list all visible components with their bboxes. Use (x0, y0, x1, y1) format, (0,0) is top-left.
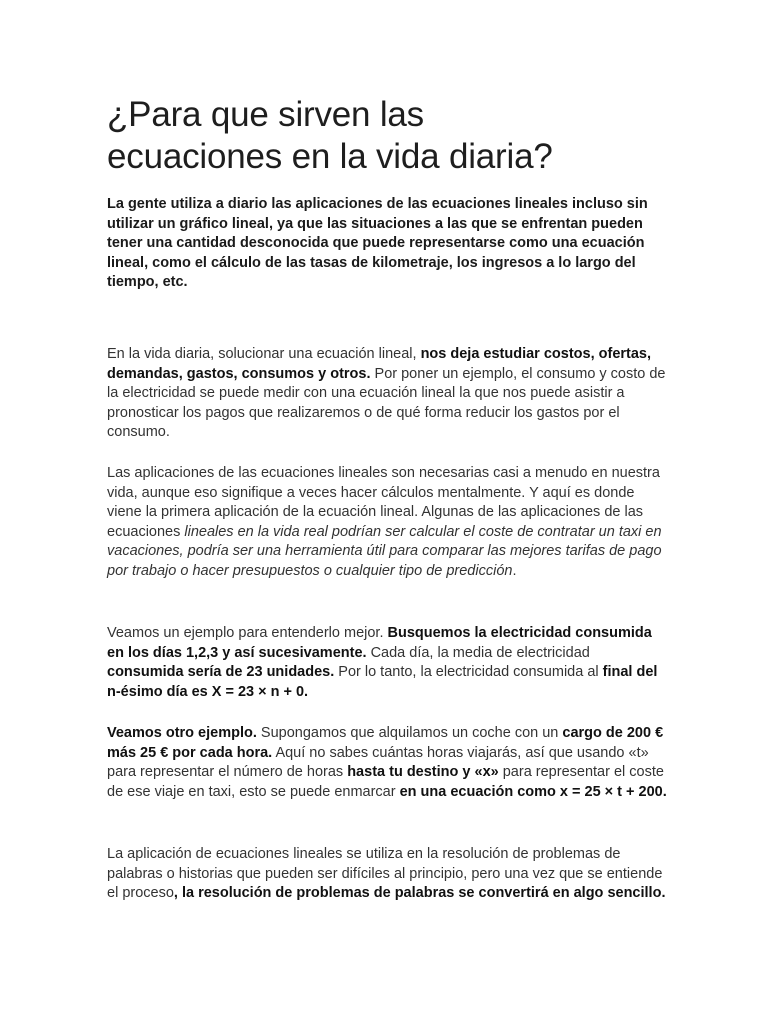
paragraph-car-rental-example (107, 724, 667, 802)
bold-run: Veamos otro ejemplo. (107, 725, 257, 741)
text-run: Cada día, la media de electricidad (366, 644, 590, 661)
lead-paragraph: La gente utiliza a diario las aplicaciones de las ecuaciones lineales incluso sin utilizar un gráfico lineal, ya que las situaciones a las que se enfrentan pueden tener una cantidad desconocida que puede representarse como una ecuación lineal, como el cálculo de las tasas de kilometraje, los ingresos a lo largo del tiempo, etc. (107, 196, 648, 291)
paragraph-applications (107, 464, 667, 582)
title-line-1: ¿Para que sirven las (107, 95, 424, 134)
bold-run: consumida sería de 23 unidades. (107, 664, 335, 681)
bold-run: hasta tu destino y «x» (347, 764, 499, 781)
bold-run: cargo de 200 € más 25 € por cada hora. (107, 725, 664, 761)
text-run: Por lo tanto, la electricidad consumida al (334, 664, 603, 681)
text-run: Por poner un ejemplo, el consumo y costo de la electricidad se puede medir con una ecuación lineal la que nos puede asistir a pronosticar los pagos que realizaremos o de qué forma reducir los gastos por el consumo. (107, 365, 666, 441)
text-run: La aplicación de ecuaciones lineales se utiliza en la resolución de problemas de palabras o historias que pueden ser difíciles al principio, pero una vez que se entiende el proceso (107, 846, 663, 902)
italic-run: lineales en la vida real podrían ser calcular el coste de contratar un taxi en vacaciones, podría ser una herramienta útil para comparar las mejores tarifas de pago por trabajo o hacer presupuestos o cualquier tipo de predicción (107, 523, 662, 579)
bold-run: final del n-ésimo día es X = 23 × n + 0. (107, 664, 658, 700)
bold-run: , la resolución de problemas de palabras se convertirá en algo sencillo. (173, 885, 666, 902)
bold-run: nos deja estudiar costos, ofertas, demandas, gastos, consumos y otros. (107, 346, 652, 382)
bold-run: Busquemos la electricidad consumida en los días 1,2,3 y así sucesivamente. (107, 625, 652, 661)
text-run: Supongamos que alquilamos un coche con un (256, 725, 563, 741)
title-line-2: ecuaciones en la vida diaria? (107, 137, 553, 176)
text-run: Veamos un ejemplo para entenderlo mejor. (107, 625, 388, 641)
text-run: Aquí no sabes cuántas horas viajarás, así que usando «t» para representar el número de horas (107, 744, 649, 781)
paragraph-word-problems (107, 845, 667, 904)
text-run: . (512, 562, 517, 579)
text-run: Las aplicaciones de las ecuaciones lineales son necesarias casi a menudo en nuestra vida, aunque eso signifique a veces hacer cálculos mentalmente. Y aquí es donde viene la primera aplicación de la ecuación lineal. Algunas de las aplicaciones de las ecuaciones (107, 465, 660, 540)
text-run: para representar el coste de ese viaje en taxi, esto se puede enmarcar (107, 764, 664, 800)
paragraph-electricity-example (107, 624, 667, 702)
article-title (107, 94, 667, 178)
text-run: En la vida diaria, solucionar una ecuación lineal, (107, 346, 421, 362)
bold-run: en una ecuación como x = 25 × t + 200. (399, 783, 667, 800)
paragraph-electricity-intro (107, 345, 667, 443)
